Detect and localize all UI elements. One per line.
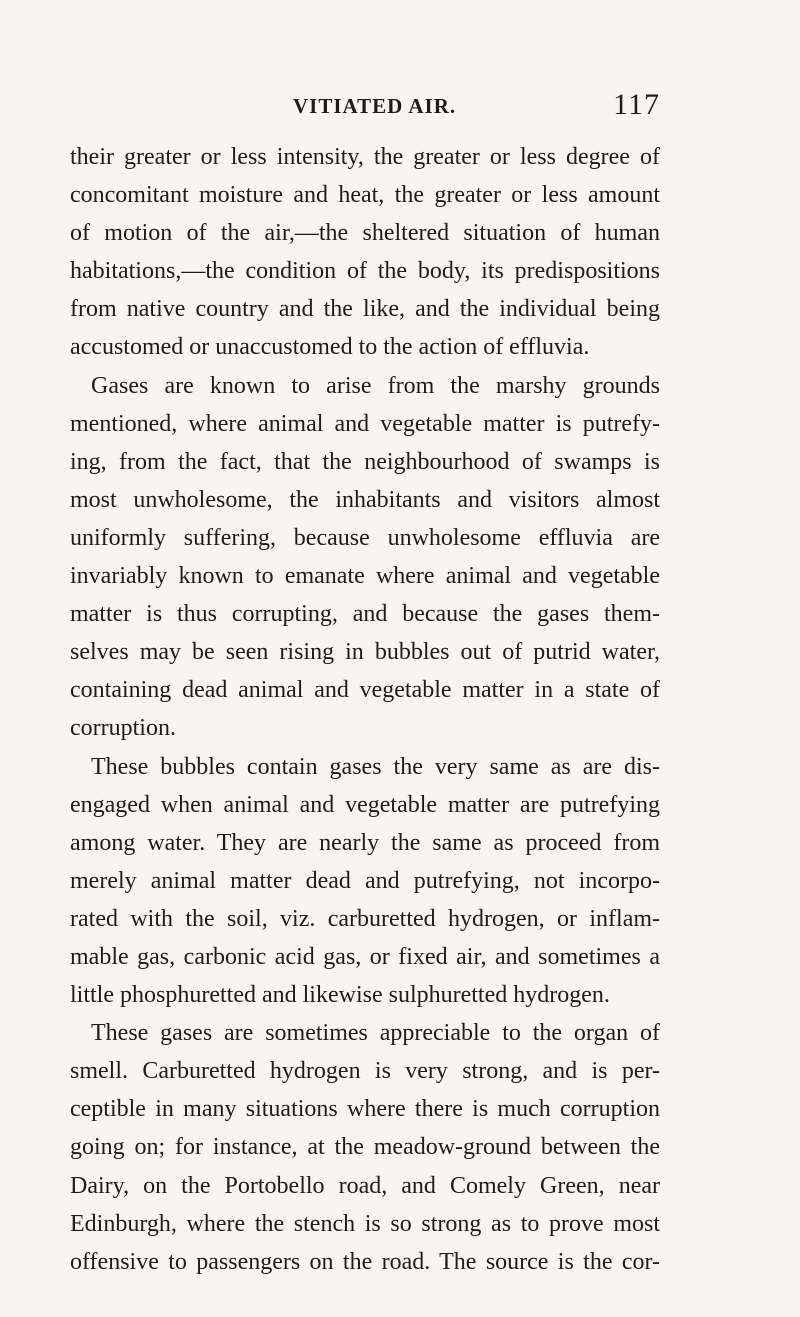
text-line: smell. Carburetted hydrogen is very strong, and is per-: [70, 1058, 660, 1085]
text-line: among water. They are nearly the same as proceed from: [70, 829, 660, 856]
text-line: of motion of the air,—the sheltered situation of human: [70, 220, 660, 247]
text-line: uniformly suffering, because unwholesome effluvia are: [70, 524, 660, 551]
running-title: VITIATED AIR.: [293, 94, 457, 118]
text-line: habitations,—the condition of the body, its predispositions: [70, 258, 660, 285]
text-line: selves may be seen rising in bubbles out of putrid water,: [70, 639, 660, 666]
text-line: Gases are known to arise from the marshy grounds: [91, 372, 660, 399]
text-line: corruption.: [70, 715, 176, 742]
text-line: offensive to passengers on the road. The source is the cor-: [70, 1248, 660, 1275]
running-head: [70, 88, 660, 132]
text-line: These gases are sometimes appreciable to the organ of: [91, 1020, 660, 1047]
body-text: [70, 138, 660, 1281]
text-line: engaged when animal and vegetable matter are putrefying: [70, 791, 660, 818]
text-line: rated with the soil, viz. carburetted hydrogen, or inflam-: [70, 905, 660, 932]
text-line: mable gas, carbonic acid gas, or fixed air, and sometimes a: [70, 943, 660, 970]
text-line: their greater or less intensity, the greater or less degree of: [70, 144, 660, 170]
text-line: ceptible in many situations where there is much corruption: [70, 1096, 660, 1123]
text-line: containing dead animal and vegetable matter in a state of: [70, 677, 660, 704]
text-line: little phosphuretted and likewise sulphuretted hydrogen.: [70, 982, 610, 1009]
text-line: Edinburgh, where the stench is so strong as to prove most: [70, 1210, 660, 1237]
text-line: These bubbles contain gases the very same as are dis-: [91, 753, 660, 780]
page-number: 117: [613, 88, 660, 121]
text-line: matter is thus corrupting, and because the gases them-: [70, 601, 660, 628]
text-line: mentioned, where animal and vegetable matter is putrefy-: [70, 410, 660, 437]
text-line: ing, from the fact, that the neighbourhood of swamps is: [70, 448, 660, 475]
text-line: going on; for instance, at the meadow-ground between the: [70, 1134, 660, 1161]
text-line: Dairy, on the Portobello road, and Comely Green, near: [70, 1172, 660, 1199]
text-line: merely animal matter dead and putrefying, not incorpo-: [70, 867, 660, 894]
text-line: accustomed or unaccustomed to the action of effluvia.: [70, 334, 590, 361]
text-line: most unwholesome, the inhabitants and visitors almost: [70, 486, 660, 513]
text-line: concomitant moisture and heat, the greater or less amount: [70, 182, 660, 209]
text-line: invariably known to emanate where animal and vegetable: [70, 563, 660, 590]
text-line: from native country and the like, and the individual being: [70, 296, 660, 323]
